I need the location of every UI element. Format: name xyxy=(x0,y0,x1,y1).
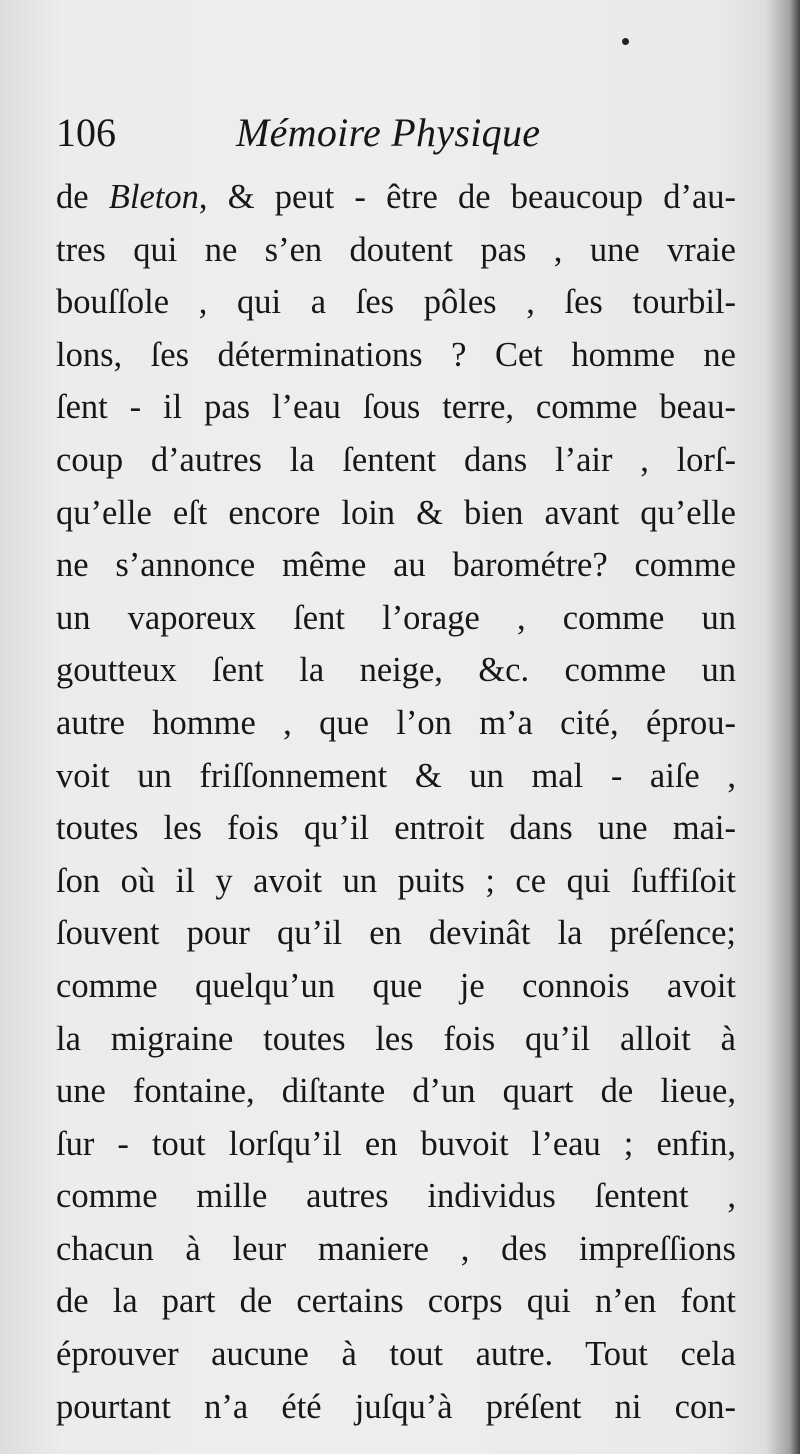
text-line: la migraine toutes les fois qu’il alloit à xyxy=(56,1019,736,1058)
text-line: un vaporeux ſent l’orage , comme un xyxy=(56,598,736,637)
text-segment: de xyxy=(56,178,109,216)
text-line xyxy=(56,171,736,224)
text-line: voit un friſſonnement & un mal - aiſe , xyxy=(56,756,736,795)
running-title: Mémoire Physique xyxy=(236,110,541,155)
text-line: tres qui ne s’en doutent pas , une vraie xyxy=(56,230,736,269)
text-line: ſon où il y avoit un puits ; ce qui ſuffiſoit xyxy=(56,861,736,900)
text-line: autre homme , que l’on m’a cité, éprou- xyxy=(56,703,736,742)
text-line: éprouver aucune à tout autre. Tout cela xyxy=(56,1335,736,1374)
italic-name: Bleton xyxy=(108,178,199,216)
text-line: ſur - tout lorſqu’il en buvoit l’eau ; enfin, xyxy=(56,1124,736,1163)
body-text xyxy=(56,171,736,1433)
text-line: bouſſole , qui a ſes pôles , ſes tourbil- xyxy=(56,283,736,322)
text-line: qu’elle eſt encore loin & bien avant qu’elle xyxy=(56,493,736,532)
text-line: comme mille autres individus ſentent , xyxy=(56,1177,736,1216)
page-header xyxy=(56,105,756,161)
text-line: lons, ſes déterminations ? Cet homme ne xyxy=(56,335,736,374)
text-line: pourtant n’a été juſqu’à préſent ni con- xyxy=(56,1387,736,1426)
text-line: chacun à leur maniere , des impreſſions xyxy=(56,1229,736,1268)
page-gutter-shadow xyxy=(766,0,800,1454)
text-line: ne s’annonce même au barométre? comme xyxy=(56,546,736,585)
text-segment: , & peut - être de beaucoup d’au- xyxy=(198,178,736,216)
text-line: coup d’autres la ſentent dans l’air , lorſ- xyxy=(56,440,736,479)
text-line: comme quelqu’un que je connois avoit xyxy=(56,966,736,1005)
ink-speck xyxy=(622,38,629,45)
text-line: toutes les fois qu’il entroit dans une mai- xyxy=(56,809,736,848)
text-line: ſouvent pour qu’il en devinât la préſence; xyxy=(56,914,736,953)
text-line: de la part de certains corps qui n’en font xyxy=(56,1282,736,1321)
text-line: goutteux ſent la neige, &c. comme un xyxy=(56,651,736,690)
text-line: une fontaine, diſtante d’un quart de lieue, xyxy=(56,1072,736,1111)
text-line: ſent - il pas l’eau ſous terre, comme beau- xyxy=(56,388,736,427)
page-number: 106 xyxy=(56,110,116,155)
